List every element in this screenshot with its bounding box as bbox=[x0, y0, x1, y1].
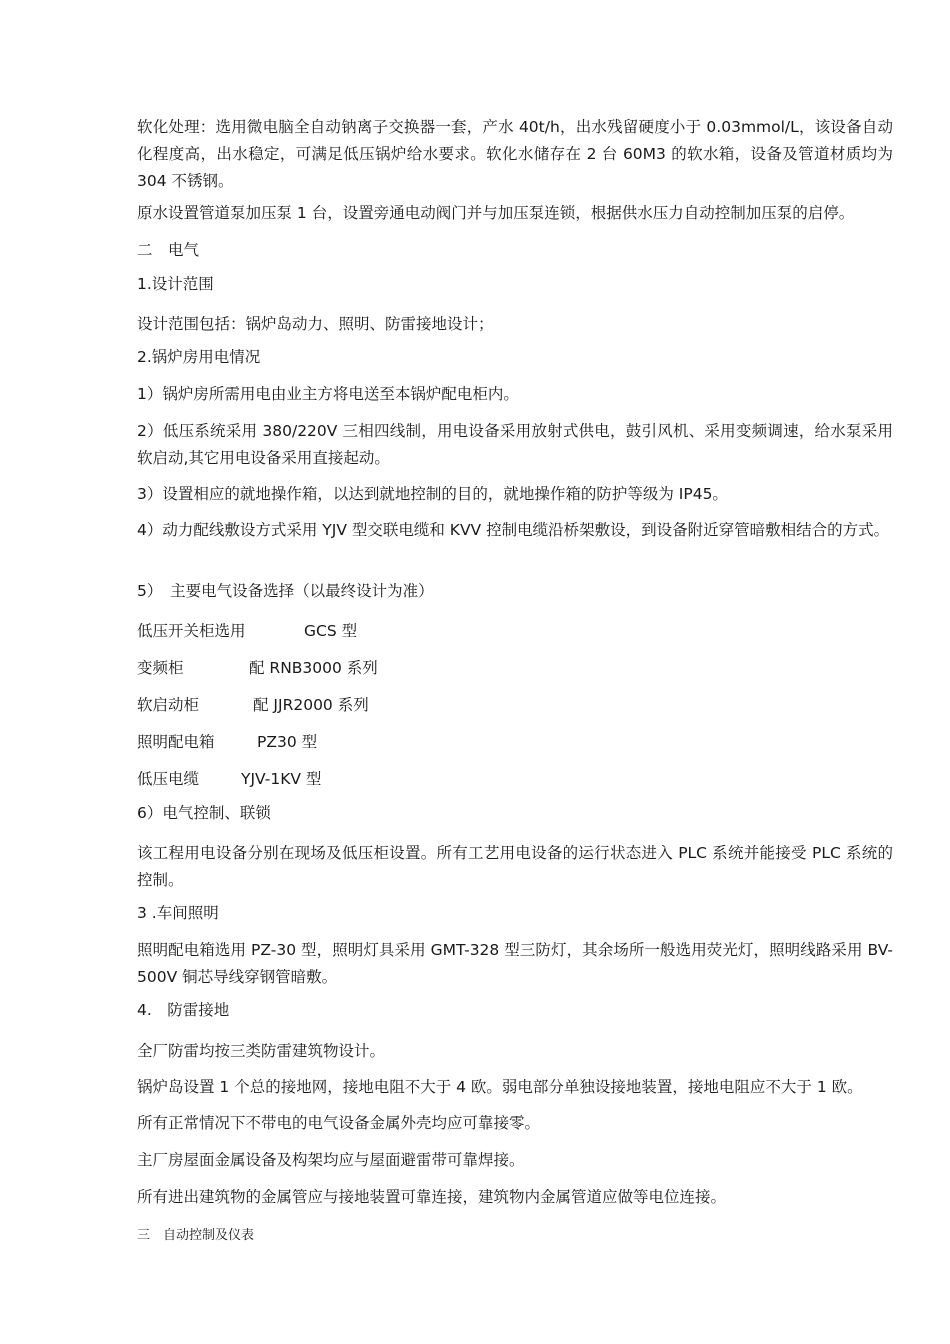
equipment-name: 低压电缆 bbox=[137, 770, 200, 788]
paragraph-design-scope: 设计范围包括：锅炉岛动力、照明、防雷接地设计； bbox=[137, 315, 494, 333]
heading-lightning-protection: 4. 防雷接地 bbox=[137, 1001, 230, 1019]
equipment-row bbox=[137, 692, 893, 719]
list-item-3: 3）设置相应的就地操作箱，以达到就地控制的目的，就地操作箱的防护等级为 IP45。 bbox=[137, 485, 728, 503]
equipment-spec: 配 RNB3000 系列 bbox=[249, 659, 378, 677]
list-item-6: 6）电气控制、联锁 bbox=[137, 804, 271, 822]
equipment-row bbox=[137, 766, 893, 793]
paragraph-raw-water: 原水设置管道泵加压泵 1 台，设置旁通电动阀门并与加压泵连锁，根据供水压力自动控制加压泵的启停。 bbox=[137, 204, 855, 222]
paragraph-softening: 软化处理：选用微电脑全自动钠离子交换器一套，产水 40t/h，出水残留硬度小于 0.03mmol/L，该设备自动化程度高，出水稳定，可满足低压锅炉给水要求。软化水储存在 2 台 60M3 的软水箱，设备及管道材质均为 304 不锈钢。 bbox=[137, 118, 893, 190]
equipment-spec: PZ30 型 bbox=[257, 733, 318, 751]
equipment-name: 变频柜 bbox=[137, 659, 184, 677]
paragraph-lightning-4: 主厂房屋面金属设备及构架均应与屋面避雷带可靠焊接。 bbox=[137, 1151, 525, 1169]
equipment-row bbox=[137, 655, 893, 682]
heading-design-scope: 1.设计范围 bbox=[137, 275, 214, 293]
paragraph-lightning-5: 所有进出建筑物的金属管应与接地装置可靠连接，建筑物内金属管道应做等电位连接。 bbox=[137, 1188, 727, 1206]
paragraph-lightning-1: 全厂防雷均按三类防雷建筑物设计。 bbox=[137, 1042, 386, 1060]
equipment-spec: 配 JJR2000 系列 bbox=[253, 696, 369, 714]
paragraph-lightning-3: 所有正常情况下不带电的电气设备金属外壳均应可靠接零。 bbox=[137, 1114, 541, 1132]
equipment-name: 低压开关柜选用 bbox=[137, 622, 246, 640]
paragraph-lighting: 照明配电箱选用 PZ-30 型，照明灯具采用 GMT-328 型三防灯，其余场所一般选用荧光灯，照明线路采用 BV-500V 铜芯导线穿钢管暗敷。 bbox=[137, 941, 893, 986]
paragraph-control: 该工程用电设备分别在现场及低压柜设置。所有工艺用电设备的运行状态进入 PLC 系统并能接受 PLC 系统的控制。 bbox=[137, 844, 893, 889]
equipment-name: 软启动柜 bbox=[137, 696, 200, 714]
equipment-spec: YJV-1KV 型 bbox=[241, 770, 322, 788]
equipment-row bbox=[137, 729, 893, 756]
list-item-1: 1）锅炉房所需用电由业主方将电送至本锅炉配电柜内。 bbox=[137, 385, 519, 403]
heading-power-usage: 2.锅炉房用电情况 bbox=[137, 348, 261, 366]
heading-electric: 二 电气 bbox=[137, 241, 200, 259]
equipment-name: 照明配电箱 bbox=[137, 733, 215, 751]
list-item-2: 2）低压系统采用 380/220V 三相四线制，用电设备采用放射式供电，鼓引风机、采用变频调速，给水泵采用软启动,其它用电设备采用直接起动。 bbox=[137, 422, 893, 467]
heading-workshop-lighting: 3 .车间照明 bbox=[137, 904, 219, 922]
paragraph-lightning-2: 锅炉岛设置 1 个总的接地网，接地电阻不大于 4 欧。弱电部分单独设接地装置，接地电阻应不大于 1 欧。 bbox=[137, 1078, 863, 1096]
heading-automatic-control: 三 自动控制及仪表 bbox=[137, 1228, 255, 1243]
list-item-5: 5） 主要电气设备选择（以最终设计为准） bbox=[137, 582, 434, 600]
equipment-spec: GCS 型 bbox=[304, 622, 358, 640]
list-item-4: 4）动力配线敷设方式采用 YJV 型交联电缆和 KVV 控制电缆沿桥架敷设，到设备附近穿管暗敷相结合的方式。 bbox=[137, 521, 890, 539]
equipment-row bbox=[137, 618, 893, 645]
